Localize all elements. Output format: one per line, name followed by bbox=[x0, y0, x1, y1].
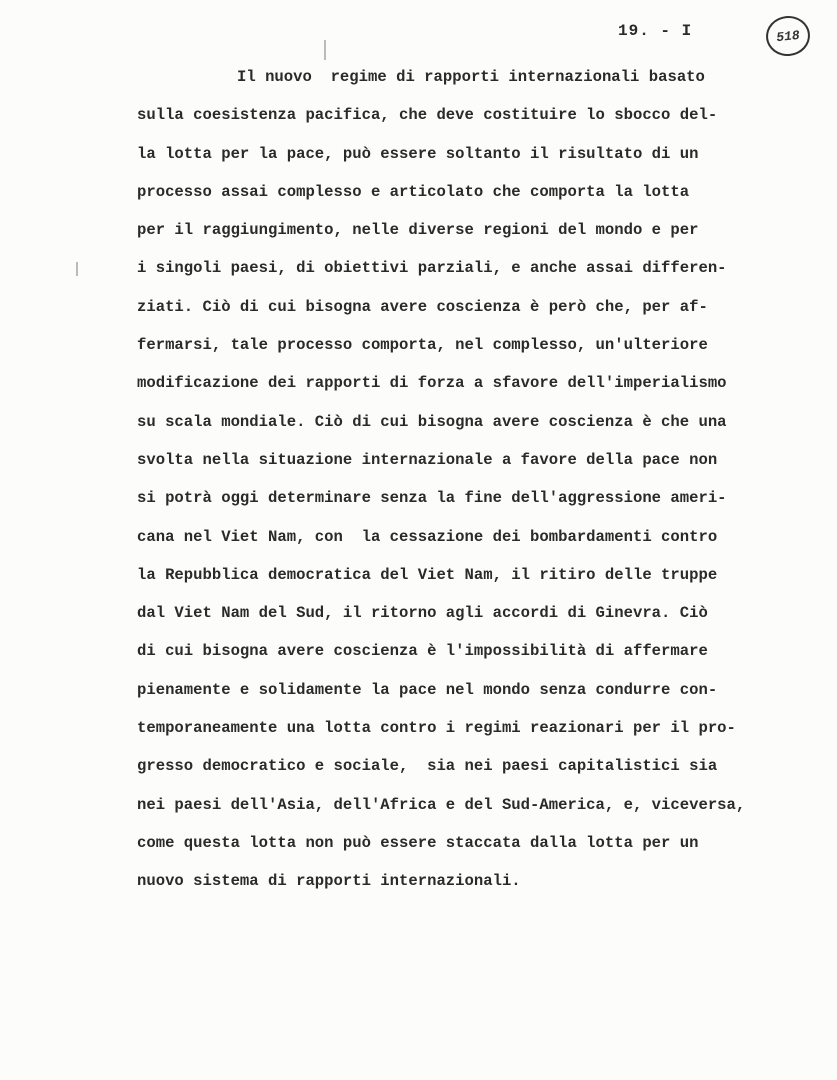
page-number: 19. - I bbox=[618, 22, 693, 40]
text-line: come questa lotta non può essere staccata dalla lotta per un bbox=[137, 833, 699, 852]
body-text bbox=[137, 62, 777, 905]
text-line: la Repubblica democratica del Viet Nam, il ritiro delle truppe bbox=[137, 565, 718, 584]
text-line: gresso democratico e sociale, sia nei paesi capitalistici sia bbox=[137, 757, 718, 776]
text-line: dal Viet Nam del Sud, il ritorno agli accordi di Ginevra. Ciò bbox=[137, 604, 708, 623]
scan-mark bbox=[324, 40, 326, 60]
text-line: Il nuovo regime di rapporti internazionali basato bbox=[237, 68, 705, 86]
text-line: su scala mondiale. Ciò di cui bisogna avere coscienza è che una bbox=[137, 412, 727, 431]
text-line: pienamente e solidamente la pace nel mondo senza condurre con- bbox=[137, 680, 718, 699]
text-line: nei paesi dell'Asia, dell'Africa e del Sud-America, e, viceversa, bbox=[137, 795, 746, 814]
text-line: ziati. Ciò di cui bisogna avere coscienza è però che, per af- bbox=[137, 297, 708, 316]
text-line: processo assai complesso e articolato che comporta la lotta bbox=[137, 182, 690, 201]
text-line: di cui bisogna avere coscienza è l'impossibilità di affermare bbox=[137, 642, 708, 661]
archive-stamp: 518 bbox=[764, 14, 812, 58]
text-line: la lotta per la pace, può essere soltanto il risultato di un bbox=[137, 144, 699, 163]
text-line: i singoli paesi, di obiettivi parziali, e anche assai differen- bbox=[137, 259, 727, 278]
text-line: si potrà oggi determinare senza la fine dell'aggressione ameri- bbox=[137, 489, 727, 508]
text-line: modificazione dei rapporti di forza a sfavore dell'imperialismo bbox=[137, 374, 727, 393]
text-line: cana nel Viet Nam, con la cessazione dei bombardamenti contro bbox=[137, 527, 718, 546]
text-line: svolta nella situazione internazionale a favore della pace non bbox=[137, 450, 718, 469]
scan-mark bbox=[76, 262, 78, 276]
text-line: sulla coesistenza pacifica, che deve costituire lo sbocco del- bbox=[137, 106, 718, 125]
text-line: per il raggiungimento, nelle diverse regioni del mondo e per bbox=[137, 221, 699, 240]
text-line: fermarsi, tale processo comporta, nel complesso, un'ulteriore bbox=[137, 336, 708, 355]
text-line: nuovo sistema di rapporti internazionali. bbox=[137, 872, 521, 891]
text-line: temporaneamente una lotta contro i regimi reazionari per il pro- bbox=[137, 719, 736, 738]
